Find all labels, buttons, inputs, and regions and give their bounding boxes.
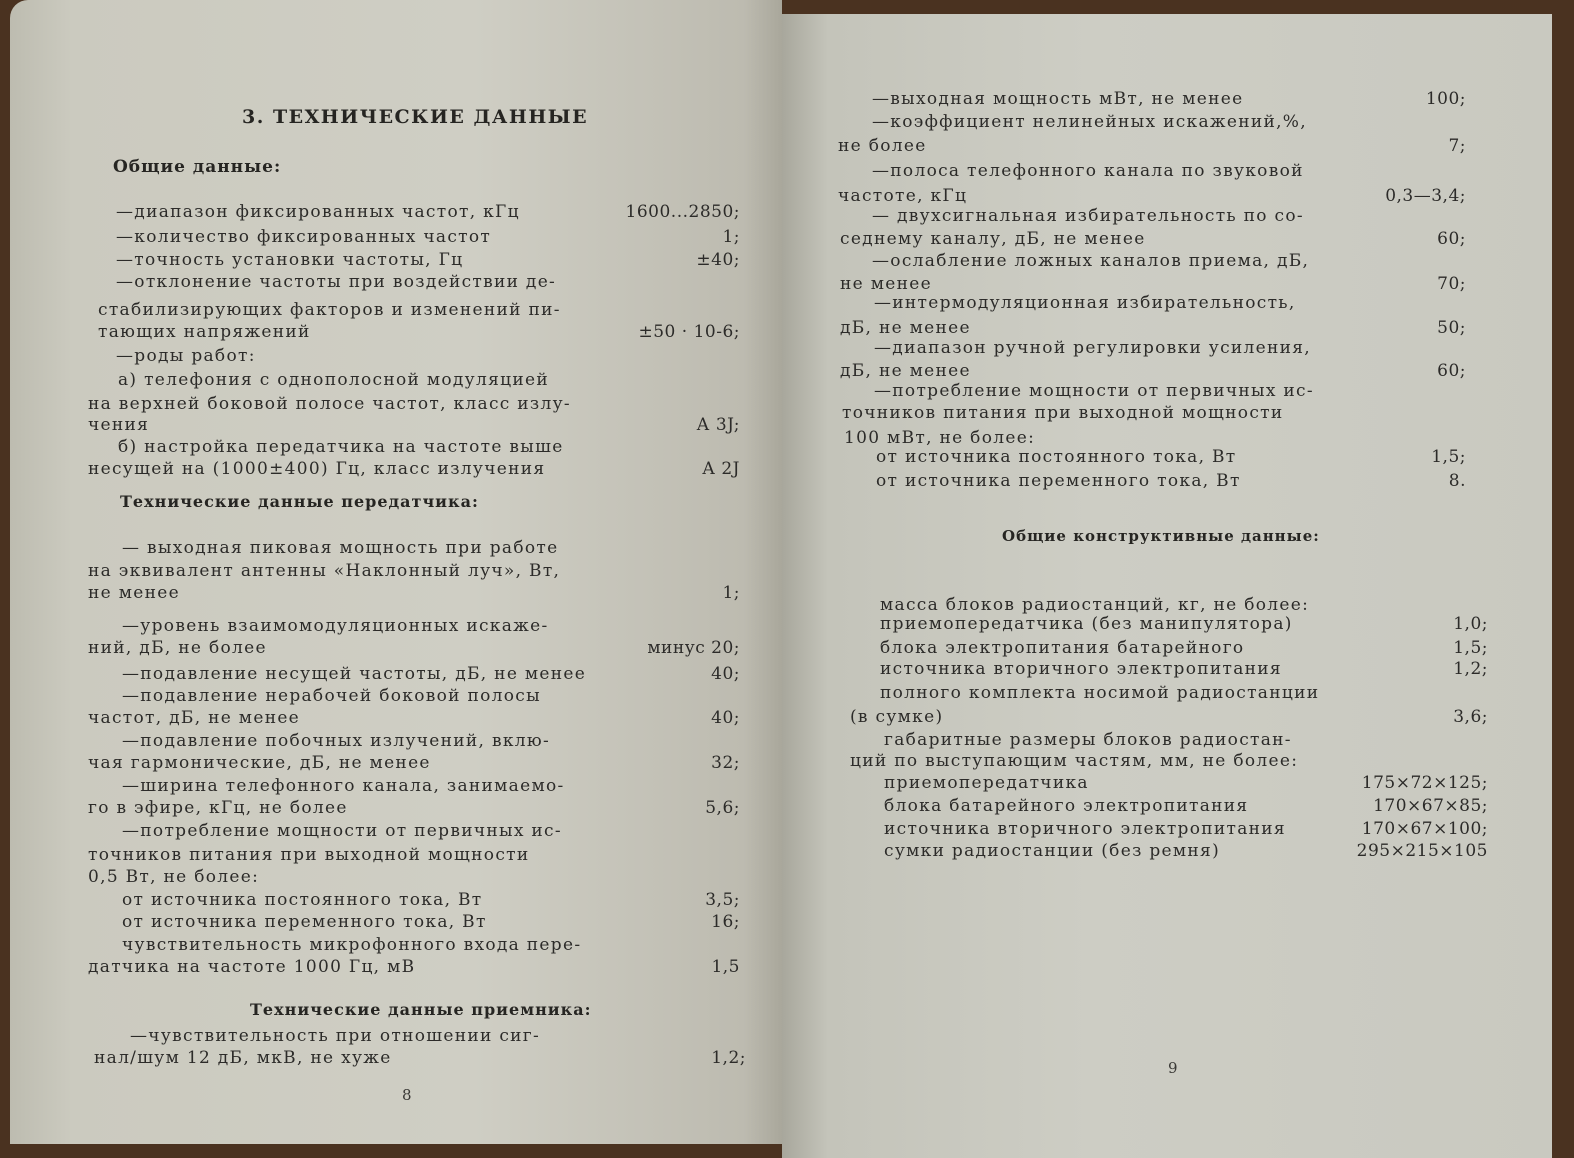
spec-line: точников питания при выходной мощности bbox=[842, 403, 1284, 423]
spec-value: 1600...2850; bbox=[625, 202, 740, 222]
spec-line: сумки радиостанции (без ремня) bbox=[884, 841, 1221, 861]
spec-line: —уровень взаимомодуляционных искаже- bbox=[122, 616, 549, 636]
spec-value: ±50 · 10-6; bbox=[638, 322, 740, 342]
spec-line: не менее bbox=[840, 274, 932, 294]
spec-line: на эквивалент антенны «Наклонный луч», Вт, bbox=[88, 561, 561, 581]
spec-value: 40; bbox=[711, 664, 740, 684]
spec-value: 3,6; bbox=[1453, 707, 1488, 727]
general-data-heading: Общие данные: bbox=[113, 157, 282, 177]
spec-line: несущей на (1000±400) Гц, класс излучения bbox=[88, 459, 546, 479]
spec-line: источника вторичного электропитания bbox=[884, 819, 1286, 839]
spec-line: —количество фиксированных частот bbox=[116, 227, 492, 247]
spec-line: от источника постоянного тока, Вт bbox=[122, 890, 483, 910]
transmitter-heading: Технические данные передатчика: bbox=[120, 492, 479, 511]
page-number-left: 8 bbox=[402, 1086, 412, 1104]
spec-line: го в эфире, кГц, не более bbox=[88, 798, 348, 818]
spec-value: 170×67×85; bbox=[1373, 796, 1488, 816]
spec-value: 170×67×100; bbox=[1361, 819, 1488, 839]
spec-value: 1,2; bbox=[1453, 659, 1488, 679]
spec-line: не менее bbox=[88, 583, 180, 603]
receiver-heading: Технические данные приемника: bbox=[250, 1000, 592, 1019]
spec-line: масса блоков радиостанций, кг, не более: bbox=[880, 595, 1310, 615]
spec-line: от источника переменного тока, Вт bbox=[876, 471, 1241, 491]
spec-line: —ослабление ложных каналов приема, дБ, bbox=[872, 251, 1310, 271]
spec-value: А 3J; bbox=[696, 415, 740, 435]
spec-line: на верхней боковой полосе частот, класс излу- bbox=[88, 394, 571, 414]
spec-value: 40; bbox=[711, 708, 740, 728]
spec-value: 16; bbox=[711, 912, 740, 932]
spec-value: А 2J bbox=[702, 459, 740, 479]
spec-line: —чувствительность при отношении сиг- bbox=[130, 1026, 541, 1046]
spec-line: —ширина телефонного канала, занимаемо- bbox=[122, 776, 565, 796]
spec-line: блока батарейного электропитания bbox=[884, 796, 1249, 816]
spec-line: —роды работ: bbox=[116, 346, 256, 366]
spec-value: 1,5; bbox=[1453, 638, 1488, 658]
spec-value: 1,2; bbox=[711, 1048, 746, 1068]
spec-line: приемопередатчика (без манипулятора) bbox=[880, 614, 1293, 634]
spec-line: от источника переменного тока, Вт bbox=[122, 912, 487, 932]
spec-line: чувствительность микрофонного входа пере- bbox=[122, 935, 582, 955]
spec-line: дБ, не менее bbox=[840, 361, 971, 381]
spec-value: 70; bbox=[1437, 274, 1466, 294]
spec-line: нал/шум 12 дБ, мкВ, не хуже bbox=[94, 1048, 392, 1068]
construct-heading: Общие конструктивные данные: bbox=[1002, 527, 1320, 545]
spec-line: —подавление нерабочей боковой полосы bbox=[122, 686, 541, 706]
spec-line: ний, дБ, не более bbox=[88, 638, 267, 658]
spec-value: 175×72×125; bbox=[1361, 773, 1488, 793]
spec-line: —потребление мощности от первичных ис- bbox=[122, 821, 562, 841]
spec-line: —диапазон фиксированных частот, кГц bbox=[116, 202, 520, 222]
spec-line: частот, дБ, не менее bbox=[88, 708, 301, 728]
spec-value: 32; bbox=[711, 753, 740, 773]
spec-line: точников питания при выходной мощности bbox=[88, 845, 530, 865]
spec-line: блока электропитания батарейного bbox=[880, 638, 1245, 658]
spec-line: дБ, не менее bbox=[840, 318, 971, 338]
spec-value: ±40; bbox=[696, 250, 740, 270]
spec-line: 0,5 Вт, не более: bbox=[88, 867, 260, 887]
spec-line: датчика на частоте 1000 Гц, мВ bbox=[88, 957, 416, 977]
spec-value: 3,5; bbox=[705, 890, 740, 910]
spec-value: 1,0; bbox=[1453, 614, 1488, 634]
spec-value: 60; bbox=[1437, 361, 1466, 381]
spec-line: 100 мВт, не более: bbox=[844, 428, 1036, 448]
spec-line: —выходная мощность мВт, не менее bbox=[872, 89, 1244, 109]
spec-value: 1; bbox=[722, 583, 740, 603]
spec-line: ций по выступающим частям, мм, не более: bbox=[850, 751, 1299, 771]
spec-line: стабилизирующих факторов и изменений пи- bbox=[98, 300, 561, 320]
spec-value: 5,6; bbox=[705, 798, 740, 818]
spec-line: —интермодуляционная избирательность, bbox=[874, 293, 1296, 313]
spec-line: —потребление мощности от первичных ис- bbox=[874, 381, 1314, 401]
spec-value: 60; bbox=[1437, 229, 1466, 249]
spec-line: —точность установки частоты, Гц bbox=[116, 250, 464, 270]
spec-line: от источника постоянного тока, Вт bbox=[876, 447, 1237, 467]
spec-line: тающих напряжений bbox=[98, 322, 311, 342]
spec-value: 7; bbox=[1448, 136, 1466, 156]
spec-line: (в сумке) bbox=[850, 707, 944, 727]
left-page bbox=[10, 0, 782, 1144]
spec-value: 100; bbox=[1425, 89, 1466, 109]
spec-line: чая гармонические, дБ, не менее bbox=[88, 753, 431, 773]
spec-value: 1,5 bbox=[711, 957, 740, 977]
spec-line: источника вторичного электропитания bbox=[880, 659, 1282, 679]
spec-value: минус 20; bbox=[647, 638, 740, 658]
spec-value: 1; bbox=[722, 227, 740, 247]
spec-line: б) настройка передатчика на частоте выше bbox=[118, 437, 564, 457]
spec-line: а) телефония с однополосной модуляцией bbox=[118, 370, 549, 390]
spec-line: полного комплекта носимой радиостанции bbox=[880, 683, 1320, 703]
spec-line: —коэффициент нелинейных искажений,%, bbox=[872, 112, 1307, 132]
spec-line: чения bbox=[88, 415, 150, 435]
spec-value: 0,3—3,4; bbox=[1385, 186, 1466, 206]
spec-line: —полоса телефонного канала по звуковой bbox=[872, 161, 1304, 181]
spec-value: 8. bbox=[1448, 471, 1466, 491]
spec-value: 50; bbox=[1437, 318, 1466, 338]
spec-line: частоте, кГц bbox=[838, 186, 968, 206]
spec-value: 1,5; bbox=[1431, 447, 1466, 467]
page-number-right: 9 bbox=[1168, 1059, 1178, 1077]
spec-line: —отклонение частоты при воздействии де- bbox=[116, 272, 557, 292]
spec-line: не более bbox=[838, 136, 927, 156]
spec-line: приемопередатчика bbox=[884, 773, 1089, 793]
spec-line: — выходная пиковая мощность при работе bbox=[122, 538, 559, 558]
spec-value: 295×215×105 bbox=[1356, 841, 1488, 861]
spec-line: —диапазон ручной регулировки усиления, bbox=[874, 338, 1311, 358]
spec-line: габаритные размеры блоков радиостан- bbox=[884, 730, 1292, 750]
spec-line: седнему каналу, дБ, не менее bbox=[840, 229, 1146, 249]
section-title: 3. ТЕХНИЧЕСКИЕ ДАННЫЕ bbox=[242, 106, 589, 128]
right-page bbox=[782, 14, 1552, 1158]
spec-line: —подавление несущей частоты, дБ, не менее bbox=[122, 664, 587, 684]
spec-line: —подавление побочных излучений, вклю- bbox=[122, 731, 550, 751]
spec-line: — двухсигнальная избирательность по со- bbox=[872, 206, 1304, 226]
